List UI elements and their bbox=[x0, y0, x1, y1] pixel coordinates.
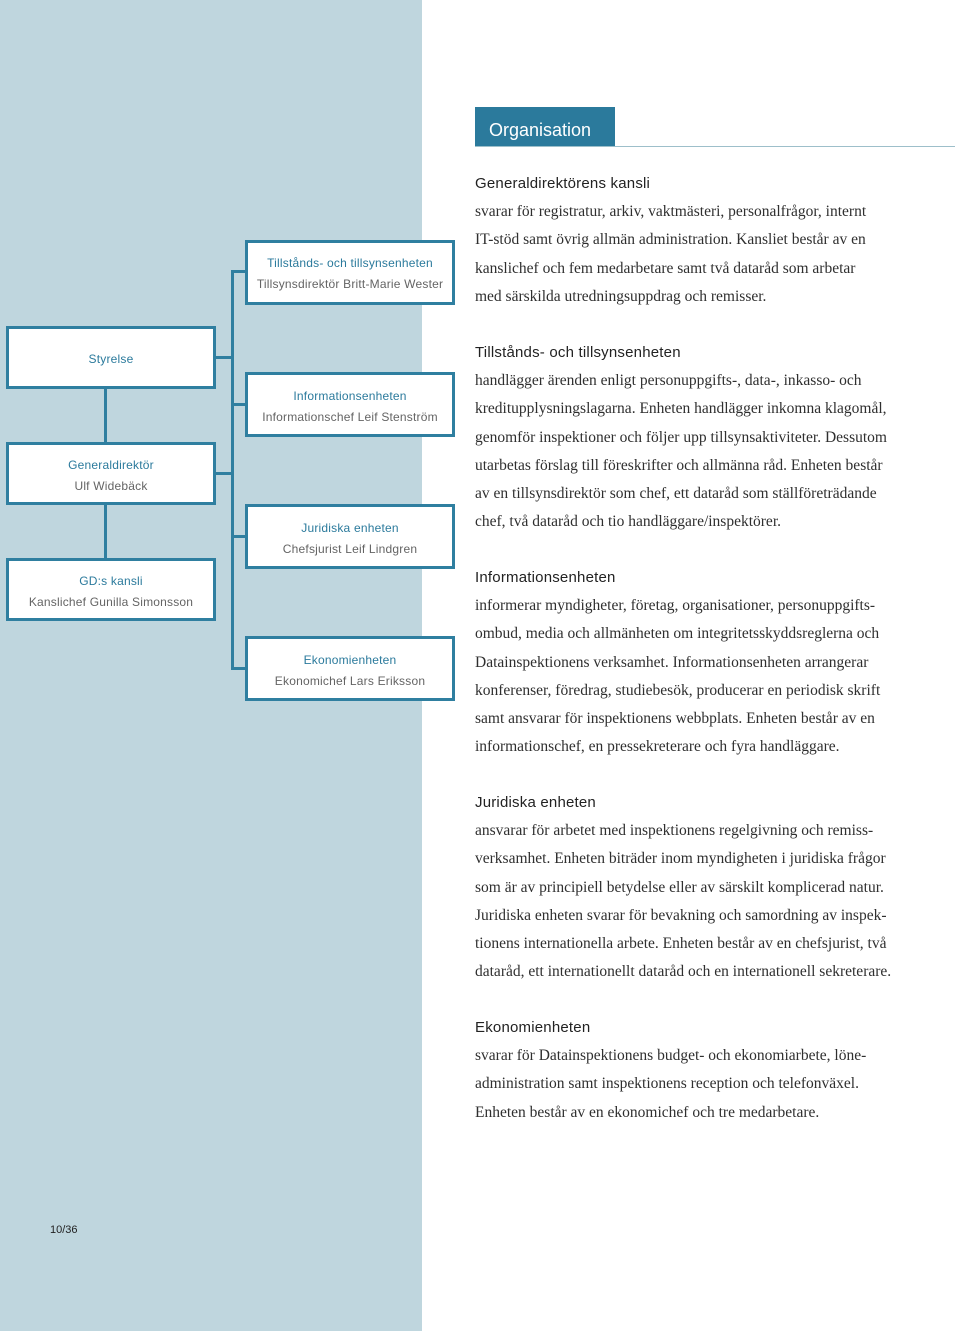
section-line: svarar för registratur, arkiv, vaktmästeri, personalfrågor, internt bbox=[475, 203, 867, 220]
header-divider bbox=[475, 146, 955, 147]
section-line: tionens internationella arbete. Enheten består av en chefsjurist, två bbox=[475, 935, 887, 953]
section-heading: Tillstånds- och tillsynsenheten bbox=[475, 344, 681, 361]
org-box-tillstand bbox=[245, 240, 455, 305]
section-line: svarar för Datainspektionens budget- och ekonomiarbete, löne- bbox=[475, 1047, 867, 1064]
connector-trunk bbox=[231, 270, 234, 670]
section-line: konferenser, föredrag, studiebesök, producerar en periodisk skrift bbox=[475, 681, 881, 699]
section-line: Datainspektionens verksamhet. Informationsenheten arrangerar bbox=[475, 653, 869, 671]
org-box-generaldirektor bbox=[6, 442, 216, 505]
section-ekonomi bbox=[475, 1014, 955, 1127]
section-heading: Ekonomienheten bbox=[475, 1019, 591, 1036]
org-box-title: Informationsenheten bbox=[293, 389, 407, 403]
section-line: administration samt inspektionens reception och telefonväxel. bbox=[475, 1075, 859, 1093]
section-line: ansvarar för arbetet med inspektionens regelgivning och remiss- bbox=[475, 822, 874, 839]
connector-gd-kansli bbox=[104, 503, 107, 560]
section-line: utarbetas förslag till föreskrifter och allmänna råd. Enheten består bbox=[475, 456, 883, 474]
org-box-name: Ulf Widebäck bbox=[74, 479, 148, 493]
section-line: ombud, media och allmänheten om integritetsskyddsreglerna och bbox=[475, 625, 880, 643]
page-number: 10/36 bbox=[50, 1224, 78, 1236]
section-juridiska bbox=[475, 789, 955, 987]
org-box-title: GD:s kansli bbox=[79, 574, 143, 588]
org-box-title: Juridiska enheten bbox=[301, 521, 399, 535]
org-box-information bbox=[245, 372, 455, 437]
section-line: Juridiska enheten svarar för bevakning och samordning av inspek- bbox=[475, 906, 887, 924]
section-line: handlägger ärenden enligt personuppgifts-, data-, inkasso- och bbox=[475, 372, 862, 389]
org-box-name: Ekonomichef Lars Eriksson bbox=[274, 674, 426, 688]
org-box-gd-kansli bbox=[6, 558, 216, 621]
section-tillstand bbox=[475, 339, 955, 537]
section-line: informerar myndigheter, företag, organisationer, personuppgifts- bbox=[475, 597, 876, 614]
section-line: samt ansvarar för inspektionens webbplats. Enheten består av en bbox=[475, 710, 875, 728]
section-kansli bbox=[475, 170, 955, 311]
section-line: kreditupplysningslagarna. Enheten handlägger inkomna klagomål, bbox=[475, 400, 887, 418]
connector-styrelse-gd bbox=[104, 387, 107, 444]
section-line: dataråd, ett internationellt dataråd och en internationell sekreterare. bbox=[475, 963, 892, 981]
page-title: Organisation bbox=[475, 107, 615, 146]
org-box-juridiska bbox=[245, 504, 455, 569]
org-box-title: Generaldirektör bbox=[68, 458, 154, 472]
org-box-title: Ekonomienheten bbox=[303, 653, 397, 667]
org-box-title: Styrelse bbox=[88, 352, 134, 366]
org-box-name: Tillsynsdirektör Britt-Marie Wester bbox=[256, 277, 444, 291]
org-box-styrelse bbox=[6, 326, 216, 389]
org-box-name: Kanslichef Gunilla Simonsson bbox=[28, 595, 194, 609]
section-heading: Informationsenheten bbox=[475, 569, 616, 586]
org-box-ekonomi bbox=[245, 636, 455, 701]
section-line: verksamhet. Enheten biträder inom myndigheten i juridiska frågor bbox=[475, 850, 886, 868]
org-box-name: Informationschef Leif Stenström bbox=[262, 410, 438, 424]
section-heading: Juridiska enheten bbox=[475, 794, 596, 811]
org-box-name: Chefsjurist Leif Lindgren bbox=[282, 542, 418, 556]
section-line: informationschef, en pressekreterare och fyra handläggare. bbox=[475, 738, 840, 756]
section-line: med särskilda utredningsuppdrag och remisser. bbox=[475, 287, 767, 305]
section-line: av en tillsynsdirektör som chef, ett dataråd som ställföreträdande bbox=[475, 485, 877, 503]
org-box-title: Tillstånds- och tillsynsenheten bbox=[267, 256, 433, 270]
section-line: kanslichef och fem medarbetare samt två dataråd som arbetar bbox=[475, 259, 856, 277]
section-line: som är av principiell betydelse eller av särskilt komplicerad natur. bbox=[475, 878, 884, 896]
section-line: genomför inspektioner och följer upp tillsynsaktiviteter. Dessutom bbox=[475, 428, 887, 446]
section-line: Enheten består av en ekonomichef och tre medarbetare. bbox=[475, 1103, 820, 1121]
section-information bbox=[475, 564, 955, 762]
connector-styrelse-trunk bbox=[213, 356, 233, 359]
section-heading: Generaldirektörens kansli bbox=[475, 175, 651, 192]
section-line: chef, två dataråd och tio handläggare/inspektörer. bbox=[475, 513, 781, 531]
section-line: IT-stöd samt övrig allmän administration. Kansliet består av en bbox=[475, 231, 866, 249]
connector-gd-trunk bbox=[213, 472, 233, 475]
